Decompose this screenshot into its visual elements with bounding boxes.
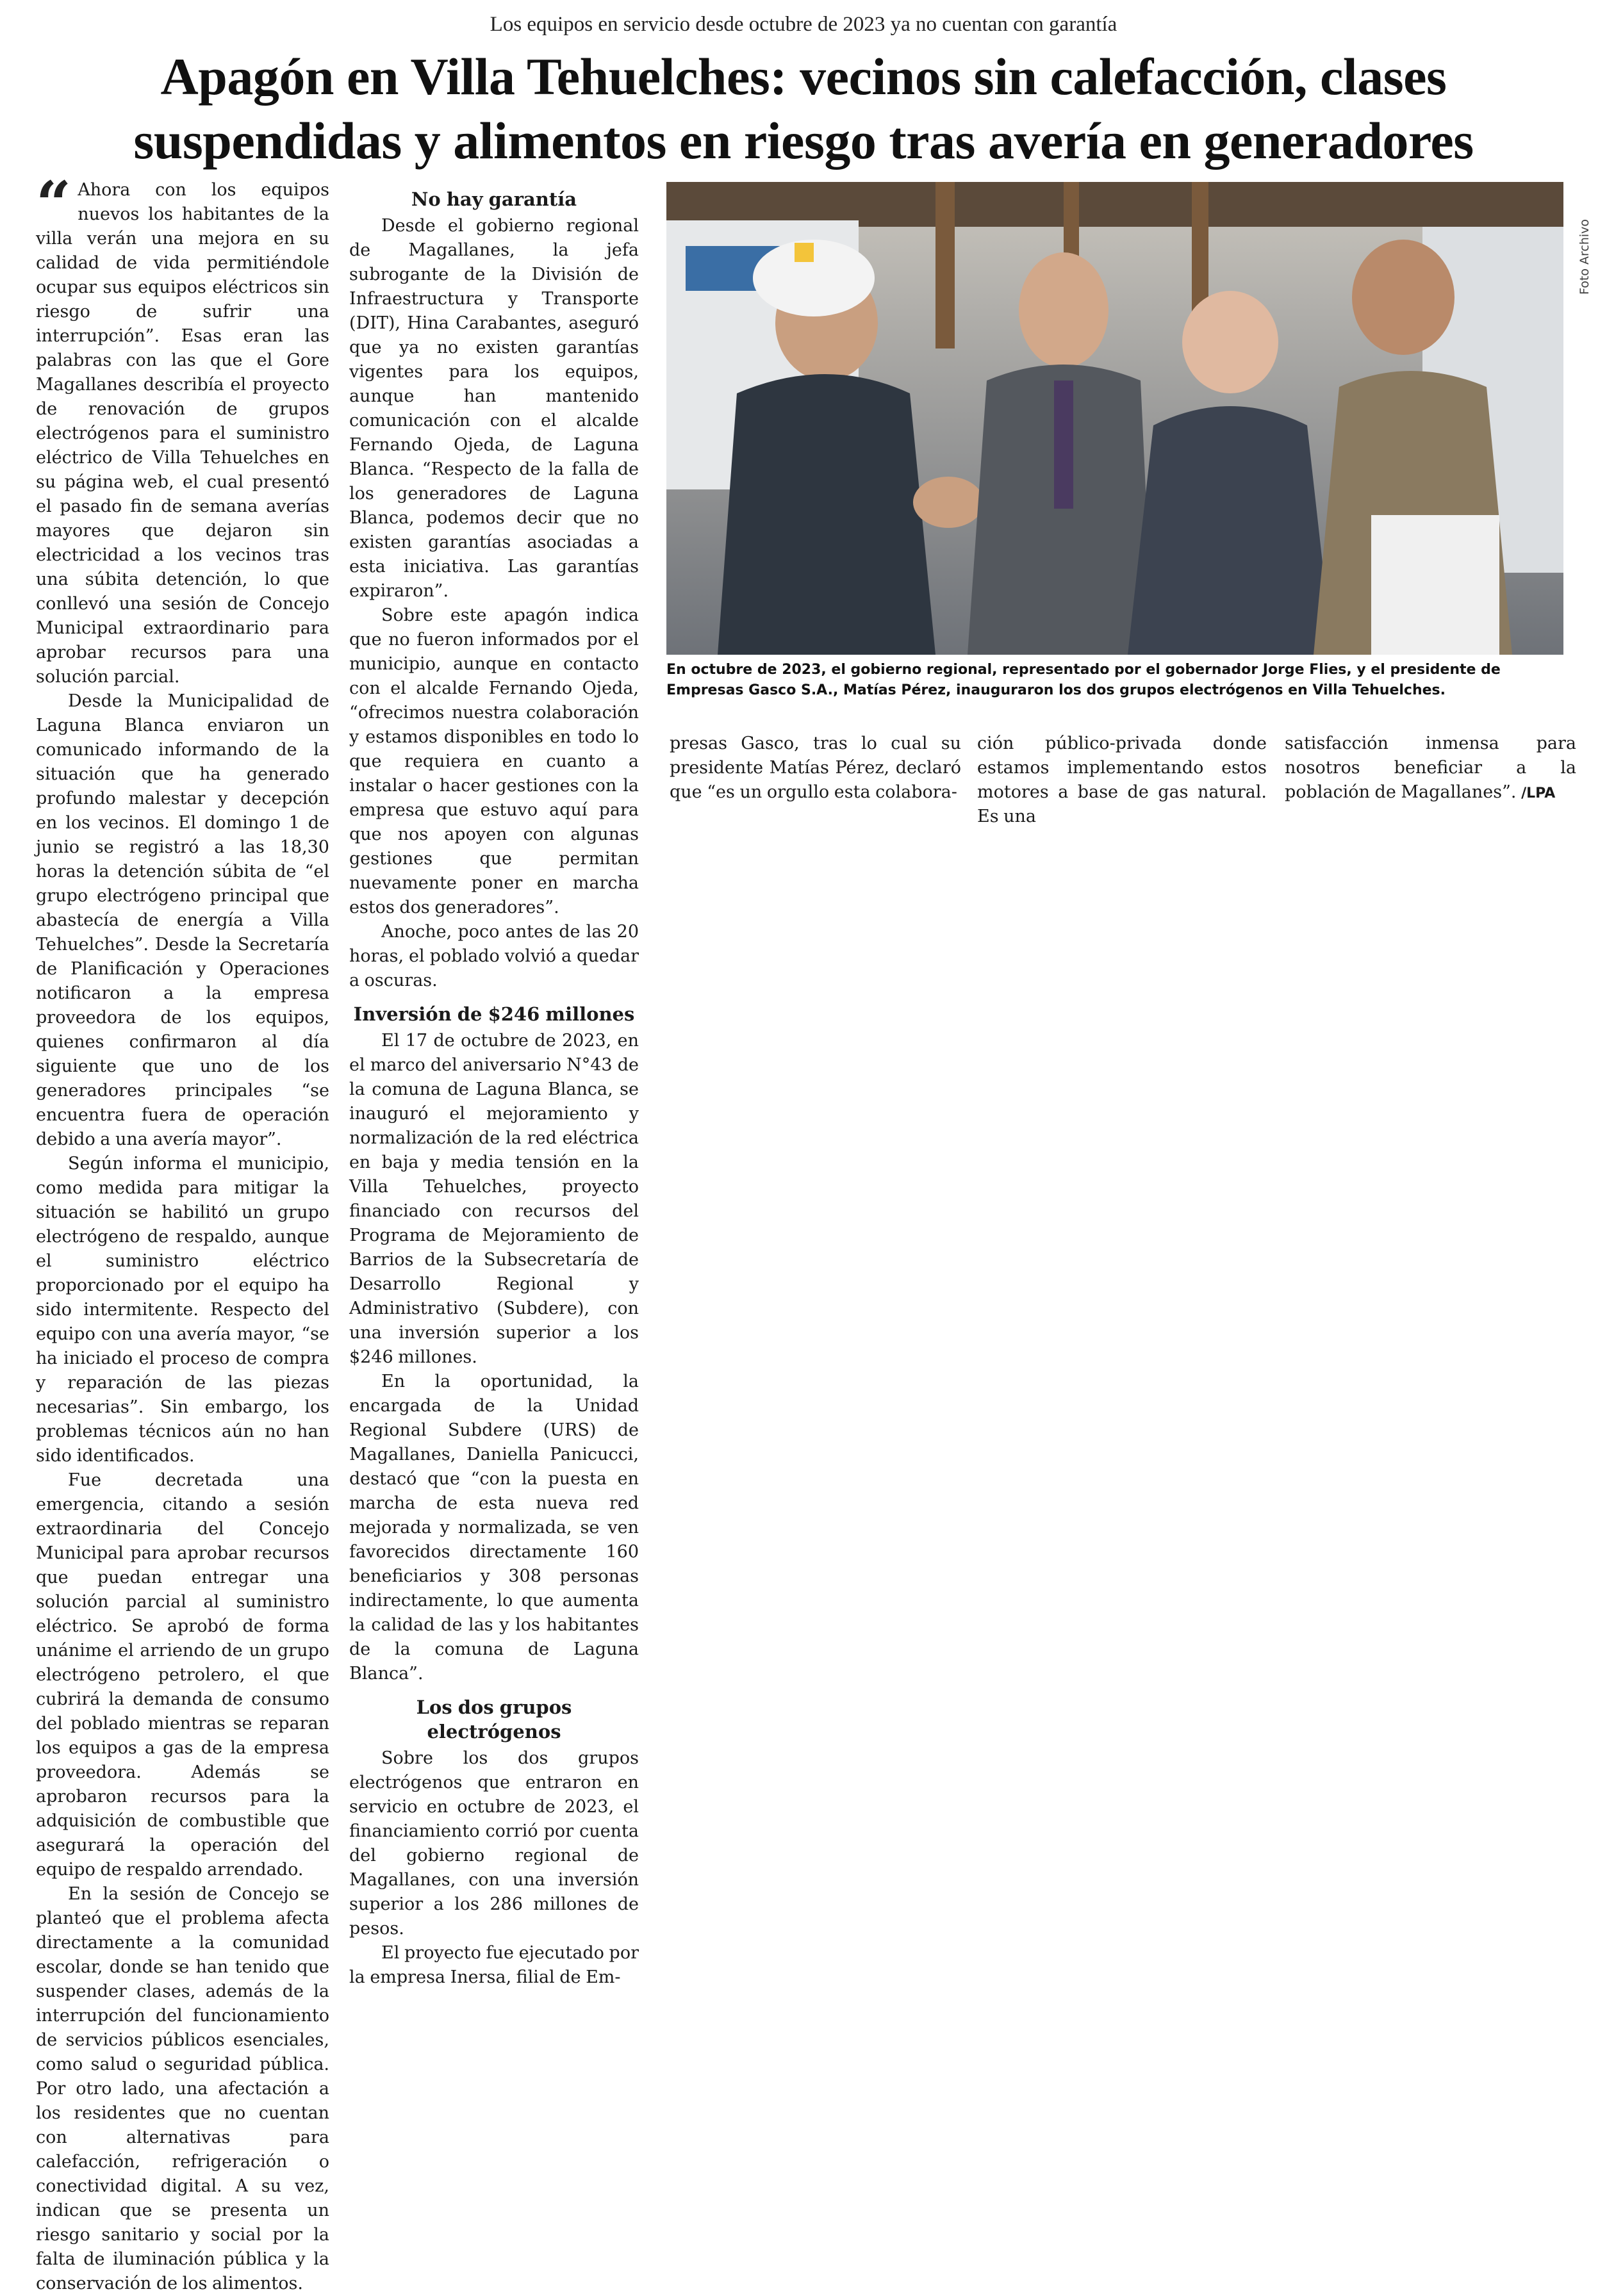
paragraph-continued: presas Gasco, tras lo cual su presidente Matías Pérez, declaró que “es un orgullo esta colabora-	[670, 734, 961, 802]
photo-credit: Foto Archivo	[1578, 218, 1592, 295]
headline-line-1: Apagón en Villa Tehuelches: vecinos sin calefacción, clases	[160, 47, 1447, 106]
paragraph-continued: satisfacción inmensa para nosotros beneficiar a la población de Magallanes”. /LPA	[1285, 734, 1576, 802]
paragraph-continued: ción público-privada donde estamos implementando estos motores a base de gas natural. Es una	[977, 734, 1267, 826]
column-2	[349, 178, 639, 1990]
paragraph: Desde el gobierno regional de Magallanes, la jefa subrogante de la División de Infraestructura y Transporte (DIT), Hina Carabantes, aseguró que ya no existen garantías vigentes para los equipos, aunque han mantenido comunicación con el alcalde Fernando Ojeda, de Laguna Blanca. “Respecto de la falla de los generadores de Laguna Blanca, podemos decir que no existen garantías asociadas a esta iniciativa. Las garantías expiraron”.	[349, 216, 639, 601]
paragraph: Según informa el municipio, como medida para mitigar la situación se habilitó un grupo electrógeno de respaldo, aunque el suministro eléctrico proporcionado por el equipo ha sido intermitente. Respecto del equipo con una avería mayor, “se ha iniciado el proceso de compra y reparación de las piezas necesarias”. Sin embargo, los problemas técnicos aún no han sido identificados.	[36, 1154, 329, 1466]
paragraph: En la sesión de Concejo se planteó que el problema afecta directamente a la comunidad escolar, donde se han tenido que suspender clases, además de la interrupción del funcionamiento de servicios públicos esenciales, como salud o seguridad pública. Por otro lado, una afectación a los residentes que no cuentan con alternativas para calefacción, refrigeración o conectividad digital. A su vez, indican que se presenta un riesgo sanitario y social por la falta de iluminación pública y la conservación de los alimentos.	[36, 1884, 329, 2293]
photo-people-visiting-generator	[666, 182, 1563, 655]
signature: /LPA	[1521, 785, 1556, 801]
paragraph: El 17 de octubre de 2023, en el marco del aniversario N°43 de la comuna de Laguna Blanca, se inauguró el mejoramiento y normalización de la red eléctrica en baja y media tensión en la Villa Tehuelches, proyecto financiado con recursos del Programa de Mejoramiento de Barrios de la Subsecretaría de Desarrollo Regional y Administrativo (Subdere), con una inversión superior a los $246 millones.	[349, 1031, 639, 1367]
headline	[38, 45, 1569, 173]
subhead-inversion: Inversión de $246 millones	[353, 1003, 635, 1025]
column-3	[670, 732, 961, 805]
paragraph: Fue decretada una emergencia, citando a sesión extraordinaria del Concejo Municipal para aprobar recursos que puedan entregar una solución parcial al suministro eléctrico. Se aprobó de forma unánime el arriendo de un grupo electrógeno petrolero, el que cubrirá la demanda de consumo del poblado mientras se reparan los equipos a gas de la empresa proveedora. Además se aprobaron recursos para la adquisición de combustible que asegurará la operación del equipo de respaldo arrendado.	[36, 1470, 329, 1880]
kicker: Los equipos en servicio desde octubre de 2023 ya no cuentan con garantía	[490, 13, 1117, 36]
paragraph: Sobre este apagón indica que no fueron informados por el municipio, aunque en contacto con el alcalde Fernando Ojeda, “ofrecimos nuestra colaboración y estamos disponibles en todo lo que requiera en cuanto a instalar o hacer gestiones con la empresa que estuvo aquí para que nos apoyen con algunas gestiones que permitan nuevamente poner en marcha estos dos generadores”.	[349, 605, 639, 917]
drop-quote: “	[36, 168, 72, 240]
column-1	[36, 168, 329, 2296]
paragraph: Desde la Municipalidad de Laguna Blanca enviaron un comunicado informando de la situación que ha generado profundo malestar y decepción en los vecinos. El domingo 1 de junio se registró a las 18,30 horas la detención súbita de “el grupo electrógeno principal que abastecía de energía a Villa Tehuelches”. Desde la Secretaría de Planificación y Operaciones notificaron a la empresa proveedora de los equipos, quienes confirmaron al día siguiente que uno de los generadores principales “se encuentra fuera de operación debido a una avería mayor”.	[36, 691, 329, 1149]
photo-caption: En octubre de 2023, el gobierno regional, representado por el gobernador Jorge Flies, y el presidente de Empresas Gasco S.A., Matías Pérez, inauguraron los dos grupos electrógenos en Villa Tehuelches.	[666, 662, 1501, 698]
paragraph: Sobre los dos grupos electrógenos que entraron en servicio en octubre de 2023, el financiamiento corrió por cuenta del gobierno regional de Magallanes, con una inversión superior a los 286 millones de pesos.	[349, 1748, 639, 1939]
paragraph: El proyecto fue ejecutado por la empresa Inersa, filial de Em-	[349, 1943, 639, 1987]
photo	[666, 182, 1563, 655]
headline-line-2: suspendidas y alimentos en riesgo tras avería en generadores	[133, 111, 1474, 170]
column-4	[977, 732, 1267, 829]
column-5	[1285, 732, 1576, 806]
subhead-no-hay-garantia: No hay garantía	[411, 188, 577, 210]
paragraph: “ Ahora con los equipos nuevos los habitantes de la villa verán una mejora en su calidad de vida permitiéndole ocupar sus equipos eléctricos sin riesgo de sufrir una interrupción”. Esas eran las palabras con las que el Gore Magallanes describía el proyecto de renovación de grupos electrógenos para el suministro eléctrico de Villa Tehuelches en su página web, el cual presentó el pasado fin de semana averías mayores que dejaron sin electricidad a los vecinos tras una súbita detención, lo que conllevó una sesión de Concejo Municipal extraordinario para aprobar recursos para una solución parcial.	[36, 168, 329, 687]
subhead-grupos-electrogenos: Los dos grupos electrógenos	[416, 1696, 572, 1742]
paragraph: En la oportunidad, la encargada de la Unidad Regional Subdere (URS) de Magallanes, Daniella Panicucci, destacó que “con la puesta en marcha de esta nueva red mejorada y normalizada, se ven favorecidos directamente 160 beneficiarios y 308 personas indirectamente, lo que aumenta la calidad de las y los habitantes de la comuna de Laguna Blanca”.	[349, 1372, 639, 1684]
paragraph: Anoche, poco antes de las 20 horas, el poblado volvió a quedar a oscuras.	[349, 922, 639, 990]
